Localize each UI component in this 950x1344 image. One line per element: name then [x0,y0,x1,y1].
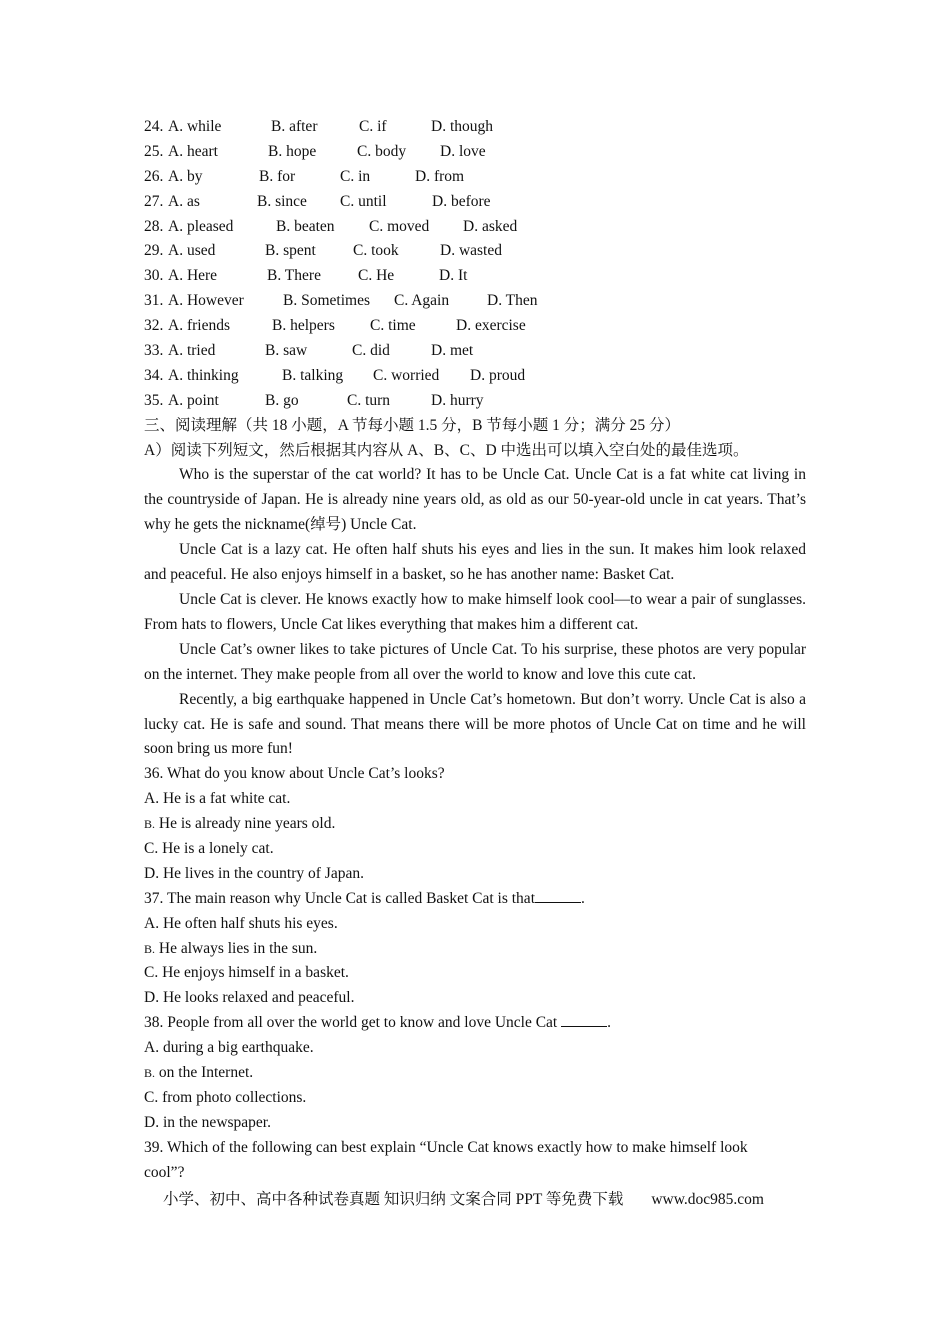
option-c: C. moved [369,217,430,235]
option-c: C. did [352,342,390,360]
question-number: 24. [144,118,164,135]
option-d: D. asked [463,217,518,235]
option-letter: B. [144,941,156,956]
cloze-options-list [144,115,806,414]
option-b: B. spent [265,242,316,260]
question-number: 34. [144,366,164,384]
option-text: on the Internet. [155,1064,254,1082]
reading-passage [144,463,806,762]
option-a: A. tried [168,342,216,360]
option-b: B. helpers [272,317,335,335]
option-d: D. He lives in the country of Japan. [144,864,364,882]
option-c: C. He is a lonely cat. [144,840,274,858]
option-a: A. during a big earthquake. [144,1039,314,1057]
stem-end: . [607,1014,611,1032]
cloze-option-row [144,314,806,339]
cloze-option-row [144,289,806,314]
option-a: A. point [168,391,219,409]
option-c: C. took [353,242,399,260]
cloze-option-row [144,190,806,215]
answer-blank [561,1012,607,1027]
option-a: A. used [168,242,216,260]
option-d: D. in the newspaper. [144,1113,271,1131]
option-b: B. for [259,167,296,185]
option-c: C. if [359,118,387,135]
question-number: 31. [144,292,164,310]
cloze-option-row [144,339,806,364]
question-number: 33. [144,342,164,360]
option-text: He always lies in the sun. [155,939,318,957]
option-c: C. until [340,192,387,210]
section-a-instruction: A）阅读下列短文，然后根据其内容从 A、B、C、D 中选出可以填入空白处的最佳选项。 [144,441,749,459]
question-number: 29. [144,242,164,260]
option-b: B. after [271,118,318,135]
question-stem-line: 39. Which of the following can best explain “Uncle Cat knows exactly how to make himself look [144,1138,748,1156]
question-number: 28. [144,217,164,235]
question-number: 30. [144,267,164,285]
option-c: C. He enjoys himself in a basket. [144,964,349,982]
option-c: C. from photo collections. [144,1088,307,1106]
option-d: D. He looks relaxed and peaceful. [144,989,355,1007]
footer-text: 小学、初中、高中各种试卷真题 知识归纳 文案合同 PPT 等免费下载 [163,1191,624,1208]
option-c: C. in [340,167,371,185]
cloze-option-row [144,389,806,414]
option-c: C. body [357,142,407,160]
question-stem: 36. What do you know about Uncle Cat’s looks? [144,765,445,783]
option-d: D. hurry [431,391,484,409]
option-d: D. exercise [456,317,526,335]
option-d: D. love [440,142,486,160]
question-number: 25. [144,142,164,160]
option-d: D. It [439,267,468,285]
question-number: 27. [144,192,164,210]
option-d: D. Then [487,292,538,310]
option-b [144,812,806,837]
question-stem-line: cool”? [144,1163,185,1181]
question-stem [144,887,806,912]
option-letter: B. [144,1066,156,1081]
option-a: A. friends [168,317,230,335]
passage-paragraph: Recently, a big earthquake happened in Uncle Cat’s hometown. But don’t worry. Uncle Cat is also a lucky cat. He is safe and sound. That means there will be more photos of Uncle Cat on time and he will soon bring us more fun! [144,690,806,758]
option-c: C. turn [347,391,391,409]
option-b: B. Sometimes [283,292,370,310]
option-d: D. wasted [440,242,502,260]
page-footer [163,1188,863,1212]
stem-text: 37. The main reason why Uncle Cat is called Basket Cat is that [144,889,535,907]
option-c: C. worried [373,366,440,384]
question-number: 26. [144,167,164,185]
option-b: B. talking [282,366,344,384]
question-number: 32. [144,317,164,335]
option-b: B. beaten [276,217,335,235]
question-stem [144,1011,806,1036]
question-37 [144,887,806,1011]
option-a: A. thinking [168,366,239,384]
option-b [144,937,806,962]
cloze-option-row [144,140,806,165]
question-36 [144,762,806,886]
option-b: B. hope [268,142,317,160]
option-a: A. as [168,192,200,210]
question-38 [144,1011,806,1135]
option-d: D. before [432,192,491,210]
option-a: A. while [168,118,222,135]
passage-paragraph: Uncle Cat is a lazy cat. He often half shuts his eyes and lies in the sun. It makes him look relaxed and peaceful. He also enjoys himself in a basket, so he has another name: Basket Cat. [144,541,806,584]
option-letter: B. [144,817,156,832]
answer-blank [535,888,581,903]
option-a: A. heart [168,142,218,160]
option-a: A. by [168,167,203,185]
question-number: 35. [144,391,164,409]
stem-text: 38. People from all over the world get to know and love Uncle Cat [144,1014,562,1032]
option-b [144,1061,806,1086]
option-c: C. He [358,267,395,285]
stem-end: . [581,889,585,907]
cloze-option-row [144,115,806,140]
question-39 [144,1136,806,1186]
option-d: D. though [431,118,493,135]
option-d: D. proud [470,366,526,384]
cloze-option-row [144,239,806,264]
option-text: He is already nine years old. [155,815,336,833]
passage-paragraph: Uncle Cat is clever. He knows exactly how to make himself look cool—to wear a pair of sunglasses. From hats to flowers, Uncle Cat likes everything that makes him a different cat. [144,591,806,633]
option-d: D. from [415,167,465,185]
option-d: D. met [431,342,474,360]
cloze-option-row [144,165,806,190]
option-b: B. since [257,192,307,210]
option-a: A. pleased [168,217,234,235]
footer-url[interactable]: www.doc985.com [651,1191,764,1208]
option-a: A. Here [168,267,218,285]
option-b: B. go [265,391,299,409]
cloze-option-row [144,264,806,289]
option-a: A. However [168,292,244,310]
option-b: B. saw [265,342,308,360]
option-c: C. time [370,317,416,335]
option-c: C. Again [394,292,450,310]
section-title: 三、阅读理解（共 18 小题，A 节每小题 1.5 分，B 节每小题 1 分；满分 25 分） [144,416,681,434]
page-content [144,115,806,1185]
option-a: A. He is a fat white cat. [144,790,291,808]
passage-paragraph: Who is the superstar of the cat world? It has to be Uncle Cat. Uncle Cat is a fat white cat living in the countryside of Japan. He is already nine years old, as old as our 50-year-old uncle in cat years. That’s why he gets the nickname(绰号) Uncle Cat. [144,466,806,534]
option-b: B. There [267,267,321,285]
option-a: A. He often half shuts his eyes. [144,914,338,932]
passage-paragraph: Uncle Cat’s owner likes to take pictures of Uncle Cat. To his surprise, these photos are very popular on the internet. They make people from all over the world to know and love this cute cat. [144,640,806,683]
cloze-option-row [144,364,806,389]
cloze-option-row [144,215,806,240]
